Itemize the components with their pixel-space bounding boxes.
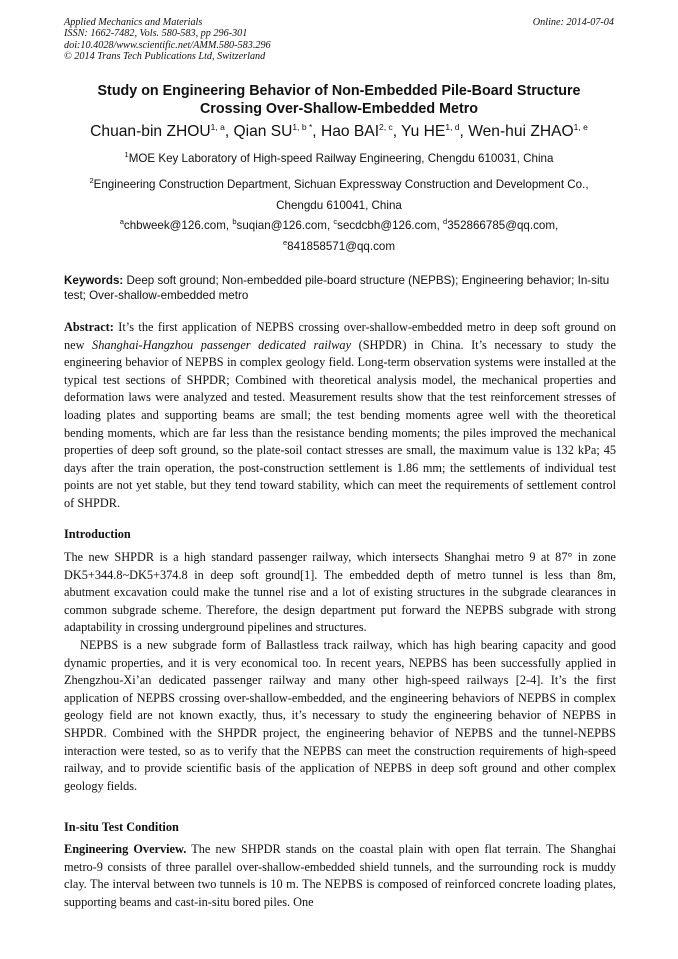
author bbox=[401, 123, 468, 140]
author-name: Hao BAI bbox=[320, 123, 380, 140]
author-separator: , bbox=[312, 123, 321, 140]
insitu-paragraph bbox=[64, 841, 616, 911]
affiliation-2-line-2: Chengdu 610041, China bbox=[276, 199, 402, 212]
email-list bbox=[50, 215, 628, 257]
author-affiliation-mark: 1, e bbox=[573, 122, 588, 132]
author-name: Chuan-bin ZHOU bbox=[90, 123, 211, 140]
introduction-paragraph-1: The new SHPDR is a high standard passenger railway, which intersects Shanghai metro 9 at 87° in zone DK5+344.8~DK5+374.8 in deep soft ground[1]. The embedded depth of metro tunnel is less than 8m, abutment excavation could make the tunnel rise and a lot of existing structures in the subgrade clearances in common subgrade scheme. Therefore, the design department put forward the NEPBS subgrade with strong adaptability in crossing underground pipelines and structures. bbox=[64, 550, 616, 635]
author-list bbox=[40, 122, 638, 142]
email-separator: , bbox=[225, 219, 233, 232]
email-entry[interactable] bbox=[283, 240, 395, 253]
email-separator: , bbox=[436, 219, 444, 232]
issn-line: ISSN: 1662-7482, Vols. 580-583, pp 296-301 bbox=[64, 28, 248, 40]
affiliation-text: MOE Key Laboratory of High-speed Railway Engineering, Chengdu 610031, China bbox=[128, 152, 554, 165]
email-mark: a bbox=[119, 217, 124, 226]
keywords-paragraph bbox=[64, 273, 616, 303]
abstract-paragraph bbox=[64, 319, 616, 513]
abstract-text-1: It’s the first application of NEPBS crossing over-shallow-embedded metro in deep soft ground on new bbox=[64, 320, 616, 352]
section-heading-introduction: Introduction bbox=[64, 527, 131, 541]
author-name: Yu HE bbox=[401, 123, 446, 140]
affiliation-2-line-1 bbox=[50, 174, 628, 195]
paper-title bbox=[50, 82, 628, 118]
insitu-text: The new SHPDR stands on the coastal plain with open flat terrain. The Shanghai metro-9 consists of three parallel over-shallow-embedded shield tunnels, and the surrounding rock is muddy clay. The interval between two tunnels is 10 m. The NEPBS is composed of reinforced concrete loading plates, supporting beams and cast-in-situ bored piles. One bbox=[64, 842, 616, 909]
abstract-text-2: (SHPDR) in China. It’s necessary to study the engineering behavior of NEPBS in complex geology field. Long-term observation systems were installed at the typical test sections of SHPDR; Combined with theoretical analysis model, the mechanical properties and deformation laws were analyzed and tested. Measurement results show that the test reinforcement stresses of loading plates and supporting beams are small; the test bending moments agree well with the theoretical bending moments, which are far less than the resistance bending moments; the piles improved the mechanical properties of deep soft ground, so the plate-soil contact stresses are small, the maximum value is 132 kPa; 45 days after the train operation, the post-construction settlement is 1.86 mm; the settlements of individual test points are not yet stable, but they tend toward stability, which can meet the requirements of settlement control of SHPDR. bbox=[64, 337, 617, 510]
affiliation-text: Engineering Construction Department, Sichuan Expressway Construction and Development Co., bbox=[93, 178, 589, 191]
author-affiliation-mark: 2, c bbox=[379, 122, 393, 132]
keywords-text: Deep soft ground; Non-embedded pile-board structure (NEPBS); Engineering behavior; In-situ test; Over-shallow-embedded metro bbox=[64, 274, 610, 302]
email-entry[interactable] bbox=[232, 219, 327, 232]
author-separator: , bbox=[224, 123, 234, 140]
email-mark: b bbox=[232, 217, 237, 226]
title-line-2: Crossing Over-Shallow-Embedded Metro bbox=[199, 101, 479, 117]
email-address: 841858571@qq.com bbox=[287, 240, 395, 253]
author-separator: , bbox=[392, 123, 402, 140]
email-address: 352866785@qq.com bbox=[447, 219, 556, 232]
online-date: Online: 2014-07-04 bbox=[532, 17, 614, 28]
keywords-label: Keywords: bbox=[64, 274, 124, 287]
email-address: suqian@126.com bbox=[236, 219, 327, 232]
email-entry[interactable] bbox=[443, 219, 555, 232]
abstract-label: Abstract: bbox=[64, 320, 114, 334]
email-entry[interactable] bbox=[333, 219, 436, 232]
author-affiliation-mark: 1, a bbox=[210, 122, 225, 132]
email-separator: , bbox=[326, 219, 334, 232]
email-line-2 bbox=[50, 236, 628, 257]
author-affiliation-mark: 1, d bbox=[445, 122, 460, 132]
author bbox=[468, 123, 588, 140]
doi-line: doi:10.4028/www.scientific.net/AMM.580-583.296 bbox=[64, 39, 271, 51]
introduction-paragraph-2: NEPBS is a new subgrade form of Ballastless track railway, which has high bearing capacity and good dynamic properties, and it is very economical too. In recent years, NEPBS has been successfully applied in Zhengzhou-Xi’an dedicated passenger railway and many other high-speed railways [2-4]. It’s the first application of NEPBS crossing over-shallow-embedded, and the engineering behaviors of NEPBS in complex geology field are not known exactly, thus, it’s necessary to study the engineering behavior of NEPBS in SHPDR. Combined with the SHPDR project, the engineering behavior of NEPBS and the tunnel-NEPBS interaction were tested, so as to verify that the NEPBS can meet the construction requirements of high-speed railway, and to provide scientific basis of the application of NEPBS in deep soft ground and other complex geology fields. bbox=[64, 637, 616, 793]
email-address: chbweek@126.com bbox=[123, 219, 226, 232]
affiliation-mark: 1 bbox=[124, 150, 129, 159]
email-entry[interactable] bbox=[120, 219, 226, 232]
author-separator: , bbox=[459, 123, 469, 140]
affiliation-1 bbox=[50, 148, 628, 169]
email-address: secdcbh@126.com bbox=[337, 219, 437, 232]
insitu-run-in-heading: Engineering Overview. bbox=[64, 842, 187, 856]
introduction-body bbox=[64, 549, 616, 795]
author-name: Wen-hui ZHAO bbox=[468, 123, 574, 140]
author-name: Qian SU bbox=[233, 123, 293, 140]
author bbox=[233, 123, 320, 140]
email-separator: , bbox=[555, 219, 559, 232]
email-mark: c bbox=[333, 217, 338, 226]
affiliation-mark: 2 bbox=[89, 176, 94, 185]
author bbox=[321, 123, 401, 140]
copyright-line: © 2014 Trans Tech Publications Ltd, Switzerland bbox=[64, 50, 266, 62]
email-line-1 bbox=[50, 215, 628, 236]
email-mark: e bbox=[283, 238, 288, 247]
section-heading-insitu: In-situ Test Condition bbox=[64, 820, 179, 834]
email-mark: d bbox=[443, 217, 448, 226]
author bbox=[90, 123, 233, 140]
title-line-1: Study on Engineering Behavior of Non-Embedded Pile-Board Structure bbox=[97, 83, 581, 99]
journal-name: Applied Mechanics and Materials bbox=[64, 17, 203, 28]
affiliation-2 bbox=[50, 174, 628, 216]
journal-header bbox=[64, 17, 271, 62]
abstract-italic-name: Shanghai-Hangzhou passenger dedicated railway bbox=[92, 337, 352, 352]
author-affiliation-mark: 1, b * bbox=[292, 122, 313, 132]
